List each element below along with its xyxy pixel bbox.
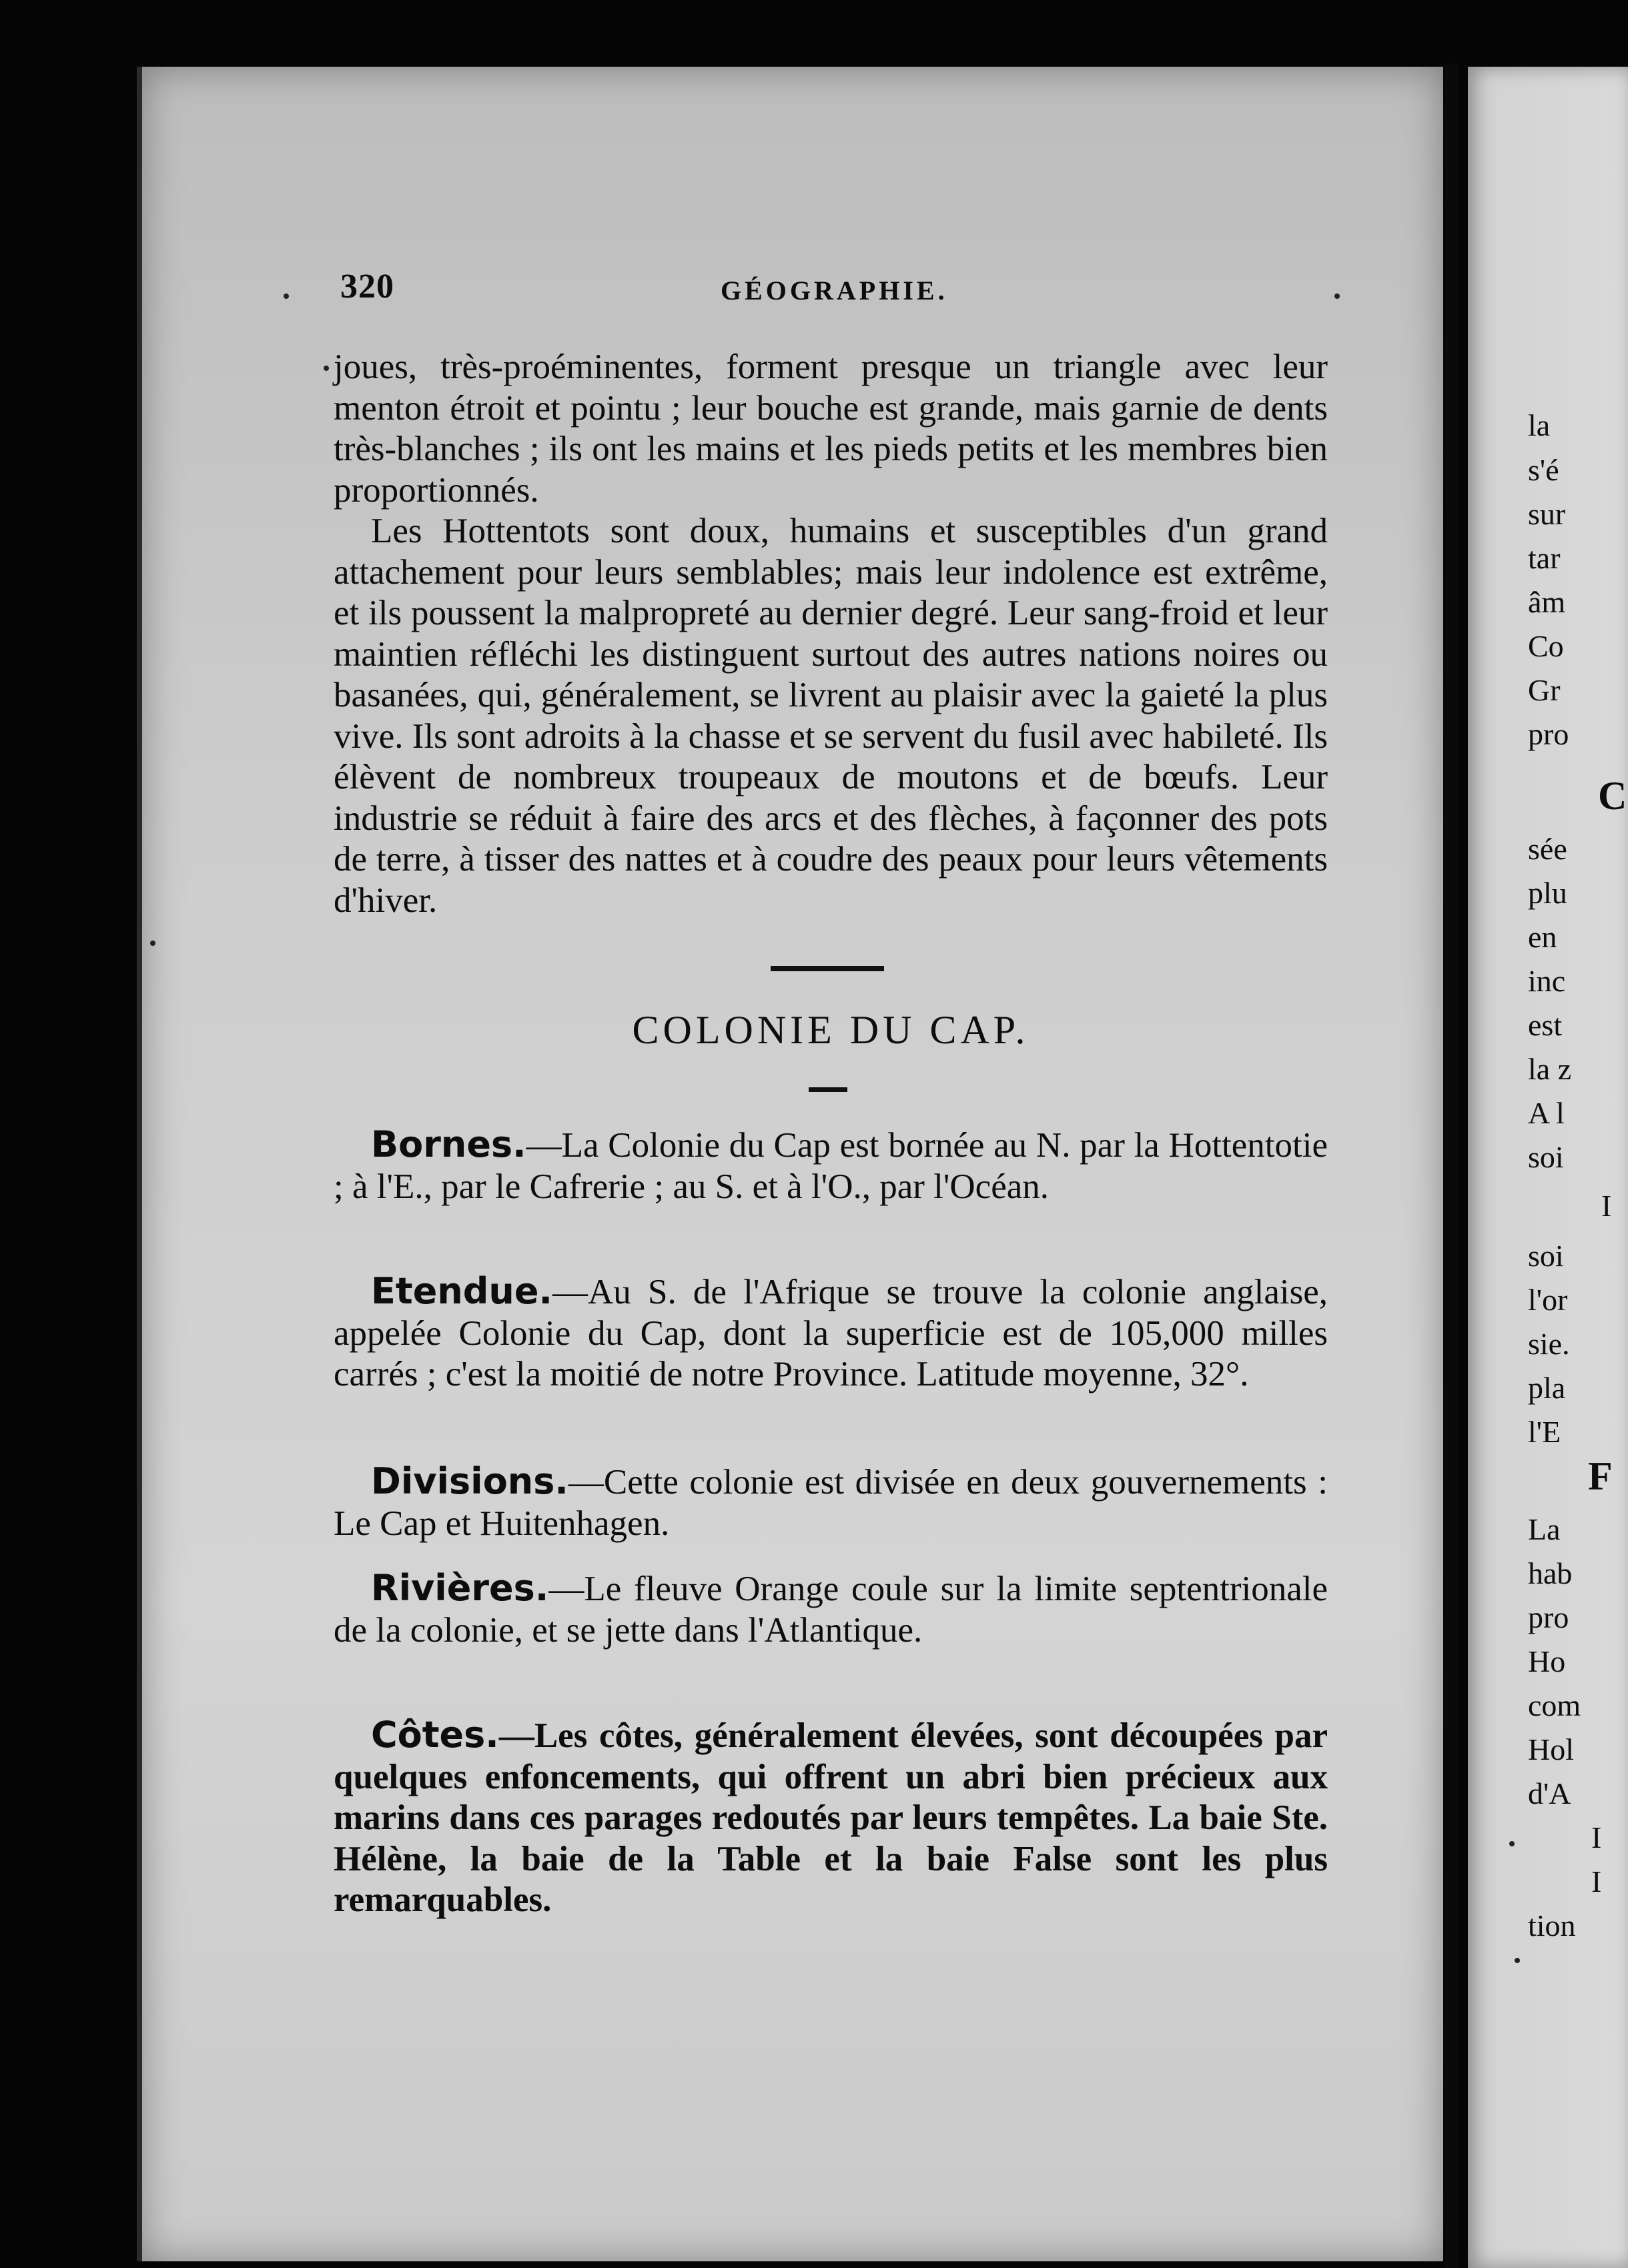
entry-cotes — [334, 1714, 1328, 1921]
facing-fragment: soi — [1528, 1140, 1564, 1174]
scan-speck — [284, 294, 289, 299]
paragraph-continued — [334, 347, 1328, 511]
facing-fragment: d'A — [1528, 1776, 1571, 1810]
facing-fragment: pla — [1528, 1371, 1566, 1405]
scan-speck — [1515, 1958, 1520, 1963]
entry-paragraph — [334, 1461, 1328, 1544]
facing-fragment: pro — [1528, 1600, 1569, 1634]
facing-fragment: plu — [1528, 876, 1567, 910]
running-head — [340, 267, 1341, 314]
facing-fragment: l'E — [1528, 1415, 1561, 1449]
paragraph-text: Les Hottentots sont doux, humains et susceptibles d'un grand attachement pour leurs semblables; mais leur indolence est extrême, et ils poussent la malpropreté au dernier degré. Leur sang-froid et leur maintien réfléchi les distinguent surtout des autres nations noires ou basanées, qui, généralement, se livrent au plaisir avec la gaieté la plus vive. Ils sont adroits à la chasse et se servent du fusil avec habileté. Ils élèvent de nombreux troupeaux de moutons et de bœufs. Leur industrie se réduit à faire des arcs et des flèches, à façonner des pots de terre, à tisser des nattes et à coudre des peaux pour leurs vêtements d'hiver. — [334, 512, 1328, 920]
heading-underline-rule — [809, 1087, 847, 1092]
running-title: GÉOGRAPHIE. — [721, 275, 948, 306]
entry-head: Rivières. — [371, 1567, 549, 1609]
facing-fragment: inc — [1528, 964, 1566, 998]
entry-rivieres — [334, 1568, 1328, 1651]
entry-etendue — [334, 1271, 1328, 1395]
entry-text: —Le fleuve Orange coule sur la limite septentrionale de la colonie, et se jette dans l'Atlantique. — [334, 1570, 1328, 1650]
section-heading: COLONIE DU CAP. — [632, 1008, 1030, 1052]
page-number: 320 — [340, 267, 394, 306]
entry-head: Côtes. — [371, 1714, 499, 1756]
facing-fragment: C — [1598, 774, 1627, 818]
facing-fragment: pro — [1528, 717, 1569, 751]
facing-fragment: I — [1591, 1864, 1602, 1898]
facing-fragment: s'é — [1528, 453, 1559, 487]
scan-speck — [324, 366, 329, 371]
entry-bornes — [334, 1124, 1328, 1207]
facing-fragment: Ho — [1528, 1644, 1566, 1678]
entry-paragraph — [334, 1568, 1328, 1651]
facing-fragment: La — [1528, 1512, 1561, 1546]
entry-text: —Cette colonie est divisée en deux gouvernements : Le Cap et Huitenhagen. — [334, 1463, 1328, 1543]
entry-text: —Les côtes, généralement élevées, sont découpées par quelques enfoncements, qui offrent un abri bien précieux aux marins dans ces parages redoutés par leurs tempêtes. La baie Ste. Hélène, la baie de la Table et la baie False sont les plus remarquables. — [334, 1716, 1328, 1919]
facing-fragment: Hol — [1528, 1732, 1574, 1766]
facing-fragment: la z — [1528, 1052, 1572, 1086]
entry-text: —La Colonie du Cap est bornée au N. par la Hottentotie ; à l'E., par le Cafrerie ; au S. et à l'O., par l'Océan. — [334, 1126, 1328, 1206]
facing-fragment: âm — [1528, 585, 1566, 619]
facing-fragment: A l — [1528, 1096, 1565, 1130]
entry-paragraph — [334, 1124, 1328, 1207]
paragraph-hottentots — [334, 511, 1328, 921]
facing-fragment: tar — [1528, 541, 1561, 575]
facing-fragment: soi — [1528, 1239, 1564, 1273]
facing-fragment: Co — [1528, 629, 1564, 663]
paragraph-text: joues, très-proéminentes, forment presque un triangle avec leur menton étroit et pointu ; leur bouche est grande, mais garnie de dents très-blanches ; ils ont les mains et les pieds petits et les membres bien proportionnés. — [334, 348, 1328, 510]
facing-fragment: sur — [1528, 497, 1566, 531]
facing-fragment: sée — [1528, 832, 1567, 866]
entry-head: Bornes. — [371, 1123, 526, 1165]
scan-speck — [1334, 294, 1340, 299]
facing-fragment: en — [1528, 920, 1557, 954]
entry-head: Etendue. — [371, 1270, 553, 1312]
entry-text: —Au S. de l'Afrique se trouve la colonie anglaise, appelée Colonie du Cap, dont la superficie est de 105,000 milles carrés ; c'est la moitié de notre Province. Latitude moyenne, 32°. — [334, 1273, 1328, 1393]
section-divider-rule — [771, 966, 884, 971]
facing-fragment: la — [1528, 408, 1551, 442]
facing-fragment: est — [1528, 1008, 1563, 1042]
facing-fragment: I — [1591, 1820, 1602, 1854]
facing-fragment: I — [1601, 1189, 1612, 1223]
entry-head: Divisions. — [371, 1460, 568, 1502]
entry-divisions — [334, 1461, 1328, 1544]
entry-paragraph — [334, 1271, 1328, 1395]
scan-speck — [150, 941, 155, 946]
facing-fragment: com — [1528, 1688, 1581, 1722]
facing-fragment: F — [1588, 1454, 1613, 1498]
facing-fragment: tion — [1528, 1908, 1576, 1942]
entry-paragraph — [334, 1714, 1328, 1921]
facing-fragment: sie. — [1528, 1327, 1570, 1361]
scan-speck — [1509, 1841, 1515, 1846]
facing-fragment: Gr — [1528, 673, 1561, 707]
facing-fragment: hab — [1528, 1556, 1573, 1590]
facing-fragment: l'or — [1528, 1283, 1568, 1317]
book-gutter — [1445, 63, 1459, 2268]
